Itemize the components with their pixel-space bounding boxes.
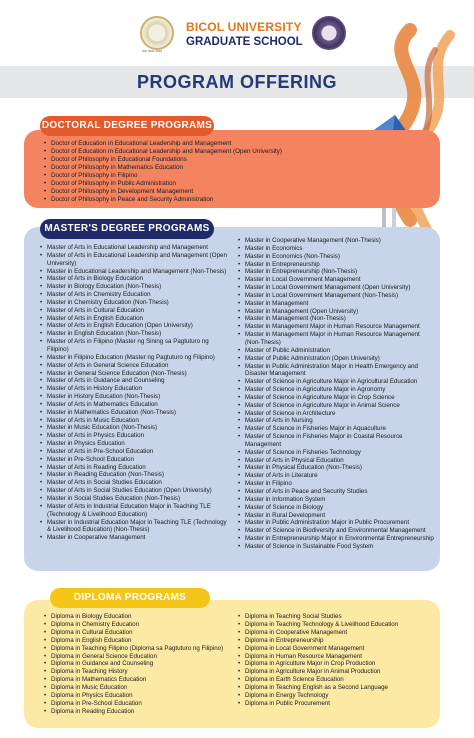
list-item: • Master in Management (Non-Thesis) — [238, 315, 434, 323]
list-item: • Doctor of Philosophy in Peace and Security Administration — [44, 196, 344, 204]
list-item: • Master of Science in Agriculture Major in Animal Science — [238, 402, 434, 410]
list-item: • Diploma in Local Government Management — [238, 645, 434, 653]
list-item: • Diploma in Biology Education — [44, 613, 234, 621]
list-item: • Master of Arts in Literature — [238, 472, 434, 480]
list-item: • Master of Science in Biology — [238, 504, 434, 512]
masters-list-left — [40, 244, 230, 542]
list-item: • Master in Local Government Management (Open University) — [238, 284, 434, 292]
list-item: • Master in Chemistry Education (Non-Thesis) — [40, 299, 230, 307]
list-item: • Diploma in Earth Science Education — [238, 676, 434, 684]
list-item: • Master of Science in Fisheries Major in Coastal Resource Management — [238, 433, 434, 449]
list-item: • Master of Arts in English Education — [40, 315, 230, 323]
list-item: • Master in Entrepreneurship Major in Environmental Entrepreneurship — [238, 535, 434, 543]
list-item: • Master of Arts in Chemistry Education — [40, 291, 230, 299]
list-item: • Master in Cooperative Management (Non-Thesis) — [238, 237, 434, 245]
list-item: • Doctor of Philosophy in Development Management — [44, 188, 344, 196]
list-item: • Master in History Education (Non-Thesis) — [40, 393, 230, 401]
list-item: • Master of Arts in Physical Education — [238, 457, 434, 465]
list-item: • Master in Physical Education (Non-Thesis) — [238, 464, 434, 472]
brand-subname: GRADUATE SCHOOL — [186, 36, 303, 48]
list-item: • Diploma in Physics Education — [44, 692, 234, 700]
list-item: • Diploma in Mathematics Education — [44, 676, 234, 684]
list-item: • Master in Public Administration Major in Public Procurement — [238, 519, 434, 527]
list-item: • Master in Mathematics Education (Non-Thesis) — [40, 409, 230, 417]
list-item: • Master of Science in Agriculture Major in Agronomy — [238, 386, 434, 394]
list-item: • Master of Science in Agriculture Major in Agricultural Education — [238, 378, 434, 386]
list-item: • Doctor of Philosophy in Public Administration — [44, 180, 344, 188]
list-item: • Diploma in Chemistry Education — [44, 621, 234, 629]
list-item: • Master in Biology Education (Non-Thesis) — [40, 283, 230, 291]
list-item: • Diploma in Teaching History — [44, 668, 234, 676]
list-item: • Master in Reading Education (Non-Thesis) — [40, 471, 230, 479]
list-item: • Master in Filipino — [238, 480, 434, 488]
list-item: • Diploma in Teaching Technology & Livelihood Education — [238, 621, 434, 629]
list-item: • Master in Local Government Management (Non-Thesis) — [238, 292, 434, 300]
list-item: • Master of Public Administration (Open University) — [238, 355, 434, 363]
list-item: • Master of Arts in Music Education — [40, 417, 230, 425]
list-item: • Diploma in English Education — [44, 637, 234, 645]
university-seal-icon — [140, 16, 174, 50]
list-item: • Master in Public Administration Major in Health Emergency and Disaster Management — [238, 363, 434, 379]
list-item: • Master of Arts in English Education (Open University) — [40, 322, 230, 330]
list-item: • Diploma in Cooperative Management — [238, 629, 434, 637]
list-item: • Doctor of Philosophy in Mathematics Education — [44, 164, 344, 172]
list-item: • Master of Arts in Mathematics Education — [40, 401, 230, 409]
list-item: • Diploma in Energy Technology — [238, 692, 434, 700]
list-item: • Master of Science in Agriculture Major in Crop Science — [238, 394, 434, 402]
list-item: • Diploma in Pre-School Education — [44, 700, 234, 708]
diploma-list-right — [238, 613, 434, 708]
list-item: • Diploma in Cultural Education — [44, 629, 234, 637]
list-item: • Master in Management (Open University) — [238, 308, 434, 316]
doctoral-list — [44, 140, 344, 204]
list-item: • Master of Arts in Educational Leadership and Management (Open University) — [40, 252, 230, 268]
list-item: • Doctor of Education in Educational Leadership and Management (Open University) — [44, 148, 344, 156]
list-item: • Diploma in Teaching Filipino (Diploma sa Pagtuturo ng Filipino) — [44, 645, 234, 653]
list-item: • Diploma in Teaching English as a Second Language — [238, 684, 434, 692]
list-item: • Diploma in Entrepreneurship — [238, 637, 434, 645]
list-item: • Master in Filipino Education (Master ng Pagtuturo ng Filipino) — [40, 354, 230, 362]
list-item: • Master of Arts in Biology Education — [40, 275, 230, 283]
list-item: • Doctor of Education in Educational Leadership and Management — [44, 140, 344, 148]
list-item: • Master in Industrial Education Major in Teaching TLE (Technology & Livelihood Education) (Non-Thesis) — [40, 519, 230, 535]
list-item: • Master in Economics — [238, 245, 434, 253]
list-item: • Master in Management Major in Human Resource Management (Non-Thesis) — [238, 331, 434, 347]
brand-name: BICOL UNIVERSITY — [186, 20, 302, 34]
list-item: • Master of Arts in Guidance and Counseling — [40, 377, 230, 385]
list-item: • Diploma in General Science Education — [44, 653, 234, 661]
list-item: • Master in Social Studies Education (Non-Thesis) — [40, 495, 230, 503]
list-item: • Doctor of Philosophy in Filipino — [44, 172, 344, 180]
list-item: • Diploma in Guidance and Counseling — [44, 660, 234, 668]
list-item: • Master in Music Education (Non-Thesis) — [40, 424, 230, 432]
list-item: • Master in English Education (Non-Thesis) — [40, 330, 230, 338]
list-item: • Master in Rural Development — [238, 512, 434, 520]
list-item: • Master in Economics (Non-Thesis) — [238, 253, 434, 261]
list-item: • Master in Management Major in Human Resource Management — [238, 323, 434, 331]
list-item: • Master of Arts in Industrial Education Major in Teaching TLE (Technology & Livelihood Education) — [40, 503, 230, 519]
list-item: • Master of Arts in Social Studies Education — [40, 479, 230, 487]
list-item: • Master in Information System — [238, 496, 434, 504]
doctoral-heading: DOCTORAL DEGREE PROGRAMS — [40, 116, 214, 136]
list-item: • Master of Arts in Filipino (Master ng Sining sa Pagtuturo ng Filipino) — [40, 338, 230, 354]
list-item: • Master of Arts in Cultural Education — [40, 307, 230, 315]
list-item: • Diploma in Human Resource Management — [238, 653, 434, 661]
list-item: • Master of Arts in Nursing — [238, 417, 434, 425]
list-item: • Master in Entrepreneurship (Non-Thesis) — [238, 268, 434, 276]
iso-badge: ISO 9001:2015 — [142, 49, 163, 53]
list-item: • Master in Local Government Management — [238, 276, 434, 284]
list-item: • Diploma in Agriculture Major in Animal Production — [238, 668, 434, 676]
page-title: PROGRAM OFFERING — [137, 72, 337, 92]
list-item: • Master of Arts in History Education — [40, 385, 230, 393]
list-item: • Master of Arts in Peace and Security Studies — [238, 488, 434, 496]
list-item: • Diploma in Public Procurement — [238, 700, 434, 708]
diploma-list-left — [44, 613, 234, 716]
list-item: • Master of Arts in Social Studies Education (Open University) — [40, 487, 230, 495]
list-item: • Master in Educational Leadership and Management (Non-Thesis) — [40, 268, 230, 276]
list-item: • Diploma in Reading Education — [44, 708, 234, 716]
list-item: • Master in General Science Education (Non-Thesis) — [40, 370, 230, 378]
masters-heading: MASTER'S DEGREE PROGRAMS — [40, 219, 214, 239]
list-item: • Master in Entrepreneurship — [238, 261, 434, 269]
list-item: • Master of Science in Biodiversity and Environmental Management — [238, 527, 434, 535]
list-item: • Master in Physics Education — [40, 440, 230, 448]
list-item: • Master in Cooperative Management — [40, 534, 230, 542]
list-item: • Doctor of Philosophy in Educational Foundations — [44, 156, 344, 164]
list-item: • Master of Arts in Educational Leadership and Management — [40, 244, 230, 252]
list-item: • Master of Public Administration — [238, 347, 434, 355]
list-item: • Master of Science in Fisheries Major in Aquaculture — [238, 425, 434, 433]
list-item: • Master in Management — [238, 300, 434, 308]
list-item: • Master of Arts in General Science Education — [40, 362, 230, 370]
list-item: • Master of Arts in Physics Education — [40, 432, 230, 440]
list-item: • Diploma in Music Education — [44, 684, 234, 692]
list-item: • Master of Arts in Pre-School Education — [40, 448, 230, 456]
diploma-heading: DIPLOMA PROGRAMS — [50, 588, 210, 608]
list-item: • Master of Science in Sustainable Food System — [238, 543, 434, 551]
list-item: • Diploma in Teaching Social Studies — [238, 613, 434, 621]
list-item: • Master of Science in Fisheries Technology — [238, 449, 434, 457]
list-item: • Master of Science in Architecture — [238, 410, 434, 418]
list-item: • Master in Pre-School Education — [40, 456, 230, 464]
masters-list-right — [238, 237, 434, 551]
list-item: • Diploma in Agriculture Major in Crop Production — [238, 660, 434, 668]
list-item: • Master of Arts in Reading Education — [40, 464, 230, 472]
